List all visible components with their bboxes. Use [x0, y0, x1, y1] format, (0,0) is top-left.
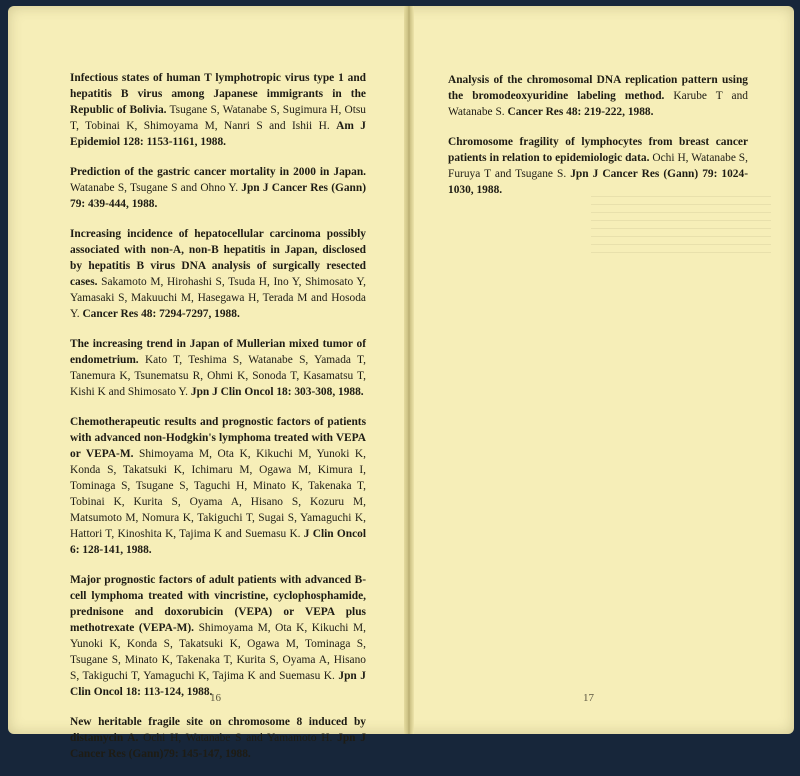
page-number: 16 [210, 692, 221, 704]
publication-journal: Jpn J Clin Oncol 18: 303-308, 1988. [190, 386, 364, 398]
publication-authors: Shimoyama M, Ota K, Kikuchi M, Yunoki K, Konda S, Takatsuki K, Ogawa M, Tominaga S, Tsugane S, Minato K, Takenaka T, Kurita S, Oyama A, Hisano S, Takiguchi T, Yamaguchi K, Tajima K and Suemasu K. [70, 622, 366, 682]
publication-entry [70, 336, 366, 400]
publication-authors: Watanabe S, Tsugane S and Ohno Y. [70, 182, 242, 194]
publication-journal: J Clin Oncol 6: 128-141, 1988. [70, 528, 366, 556]
left-page [8, 6, 406, 760]
publication-authors: Kato T, Teshima S, Watanabe S, Yamada T, Tanemura K, Tsunematsu R, Ohmi K, Sonoda T, Kasamatsu T, Kishi K and Shimosato Y. [70, 354, 366, 398]
publication-title: The increasing trend in Japan of Mullerian mixed tumor of endometrium. [70, 338, 366, 366]
show-through-text [591, 196, 771, 256]
publication-journal: Jpn J Cancer Res (Gann)79: 145-147, 1988. [70, 732, 366, 760]
publication-title: Infectious states of human T lymphotropic virus type 1 and hepatitis B virus among Japanese immigrants in the Republic of Bolivia. [70, 72, 366, 116]
publication-title: Chromosome fragility of lymphocytes from breast cancer patients in relation to epidemiologic data. [448, 136, 748, 164]
publication-journal: Jpn J Cancer Res (Gann) 79: 1024-1030, 1988. [448, 168, 748, 196]
publication-entry [70, 164, 366, 212]
publication-title: Increasing incidence of hepatocellular carcinoma possibly associated with non-A, non-B hepatitis in Japan, disclosed by hepatitis B virus DNA analysis of surgically resected cases. [70, 228, 366, 288]
publication-title: Major prognostic factors of adult patients with advanced B-cell lymphoma treated with vincristine, cyclophosphamide, prednisone and doxorubicin (VEPA) or VEPA plus methotrexate (VEPA-M). [70, 574, 366, 634]
publication-journal: Am J Epidemiol 128: 1153-1161, 1988. [70, 120, 366, 148]
publication-entry [448, 134, 748, 198]
page-number: 17 [583, 692, 594, 704]
publication-authors: Ochi H, Watanabe S, Furuya T and Tsugane S. [448, 152, 748, 180]
publication-journal: Jpn J Cancer Res (Gann) 79: 439-444, 1988. [70, 182, 367, 210]
publication-entry [70, 226, 366, 322]
publication-title: Analysis of the chromosomal DNA replication pattern using the bromodeoxyuridine labeling method. [448, 74, 748, 102]
publication-title: Prediction of the gastric cancer mortality in 2000 in Japan. [70, 166, 366, 178]
booklet-spread [8, 6, 794, 760]
publication-entry [448, 72, 748, 120]
publication-entry [70, 414, 366, 558]
publication-entry [70, 714, 366, 762]
left-page-publication-list [70, 70, 366, 776]
publication-title: Chemotherapeutic results and prognostic factors of patients with advanced non-Hodgkin's lymphoma treated with VEPA or VEPA-M. [70, 416, 366, 460]
publication-title: New heritable fragile site on chromosome 8 induced by distamycin A. [70, 716, 366, 744]
publication-journal: Cancer Res 48: 7294-7297, 1988. [82, 308, 240, 320]
publication-authors: Shimoyama M, Ota K, Kikuchi M, Yunoki K, Konda S, Takatsuki K, Ichimaru M, Ogawa M, Kimura I, Tominaga S, Tsugane S, Taguchi H, Minato K, Takenaka T, Tobinai K, Kurita S, Oyama A, Hisano S, Kozuru M, Matsumoto M, Nomura K, Takiguchi T, Sugai S, Yamaguchi K, Hattori T, Kinoshita K, Tajima K and Suemasu K. [70, 448, 366, 540]
publication-authors: Tsugane S, Watanabe S, Sugimura H, Otsu T, Tobinai K, Shimoyama M, Nanri S and Ishii H. [70, 104, 366, 132]
publication-journal: Jpn J Clin Oncol 18: 113-124, 1988. [70, 670, 366, 698]
publication-entry [70, 572, 366, 700]
publication-authors: Ochi H, Watanabe S and Yamamoto H. [138, 732, 338, 744]
right-page-publication-list [448, 72, 748, 212]
publication-entry [70, 70, 366, 150]
publication-journal: Cancer Res 48: 219-222, 1988. [507, 106, 654, 118]
publication-authors: Sakamoto M, Hirohashi S, Tsuda H, Ino Y, Shimosato Y, Yamasaki S, Makuuchi M, Hasegawa H, Terada M and Hosoda Y. [70, 276, 366, 320]
publication-authors: Karube T and Watanabe S. [448, 90, 748, 118]
right-page [411, 6, 794, 734]
